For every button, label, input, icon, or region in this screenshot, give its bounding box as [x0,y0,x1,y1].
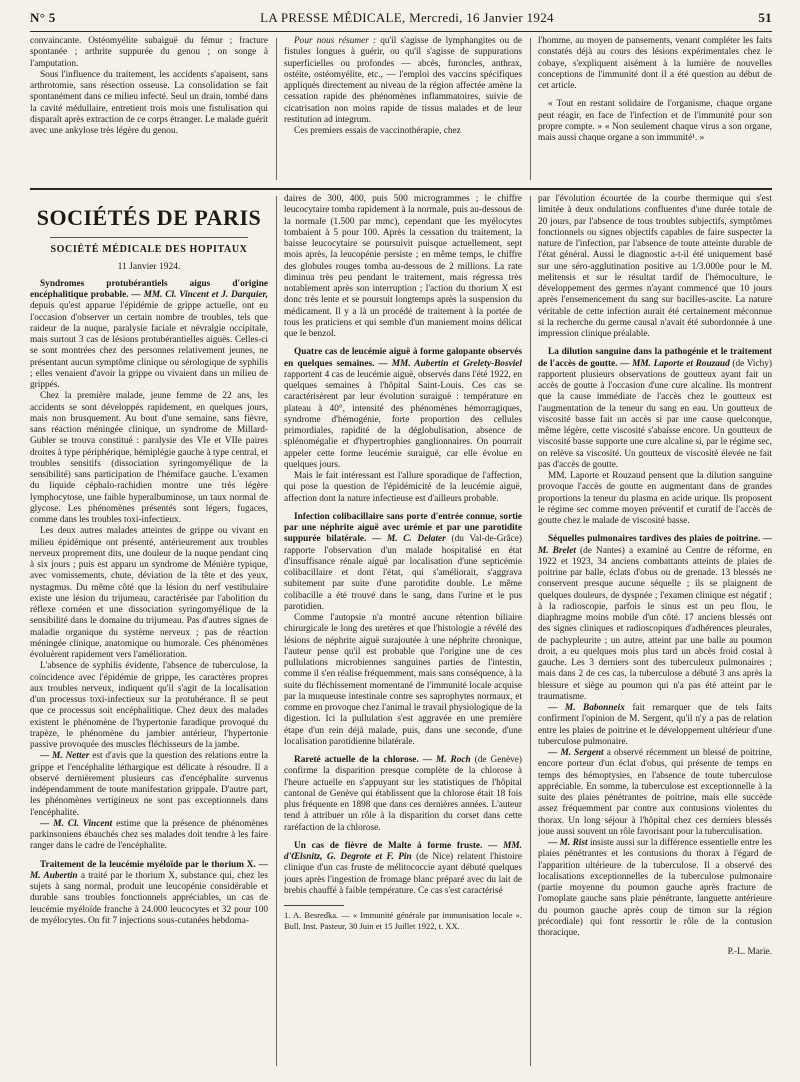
column-divider [276,38,277,180]
paragraph-text: (de Nantes) a examiné au Centre de réforme, en 1922 et 1923, 34 anciens combattants atteints de plaies de poitrine par balle, éclats d'obus ou de grenade. 13 blessés ne conservent presque aucune séquelle ; ils se plaignent de quelques douleurs, de dyspnée ; l'examen clinique est négatif ; à la radioscopie, parfois le sinus est un peu flou, le diaphragme moins mobile d'un côté. 17 anciens blessés ont des signes cliniques et radioscopiques d'adhérences pleurales, de pachypleurite ; un autre, atteint par une balle au poumon droit, a eu quelques mois plus tard un abcès froid costal à gauche. Les 3 derniers sont des tuberculeux pulmonaires ; mais dans 2 de ces cas, la tuberculose a débuté 3 ans après la blessure et siège au poumon qui n'a pas été atteint par le traumatisme. [538,545,772,702]
paragraph-text: fait remarquer que de tels faits confirment l'opinion de M. Sergent, qu'il n'y a pas de relation entre les plaies de poitrine et le développement ultérieur d'une tuberculose pulmonaire. [538,703,772,747]
article-paragraph [538,347,772,471]
article-authors: — MM. Laporte et Rouzaud [617,358,730,369]
session-date: 11 Janvier 1924. [117,261,181,272]
middle-column [284,194,522,1072]
paragraph: l'homme, au moyen de pansements, venant compléter les faits constatés déjà au cours des lésions expérimentales chez le cobaye, s'expliquent aisément à la lumière de nouvelles conceptions de l'immunité dont il a été question au début de cet article. [538,36,772,91]
right-column [538,194,772,1072]
paragraph: convaincante. Ostéomyélite subaiguë du fémur ; fracture spontanée ; arthrite suppurée du genou ; on songe à l'amputation. [30,36,268,69]
column-divider [530,196,531,1066]
discussant: — M. Cl. Vincent [40,818,113,829]
paragraph: daires de 300, 400, puis 500 microgrammes ; le chiffre leucocytaire tomba rapidement à la normale, puis au-dessous de la normale (1.500 par mmc), cependant que les myélocytes tombaient à 5 pour 100. Après la cessation du traitement, la baisse leucocytaire se poursuivit puisque actuellement, sept mois après, la leucopénie persiste ; en même temps, le chiffre des globules rouges tomba au-dessous de 2 millions. La rate diminua très peu pendant le traitement, mais régressa très notablement après son interruption ; l'action du thorium X est donc très lente et se poursuit longtemps après la suspension du médicament. Il y a là un procédé de traitement à la portée de tous les praticiens et qui semble d'un maniement moins délicat que le benzol. [284,194,522,339]
paragraph: « Tout en restant solidaire de l'organisme, chaque organe peut réagir, en face de l'infection et de l'immunité pour son propre compte. » « Non seulement chaque virus a son organe, mais aussi chaque organe a son immunité¹. » [538,99,772,143]
paragraph-text: estime que la présence de phénomènes parkinsoniens ébauchés chez ses malades doit tendre à les faire ranger dans le cadre de l'encéphalite. [30,818,268,852]
paragraph-text: (de Nice) relatent l'histoire clinique d'un cas fruste de mélitococcie ayant débuté quelques jours après l'ingestion de fromage blanc préparé avec du lait de brebis chauffé à faible température. Ce cas s'est caractérisé [284,852,522,896]
discussion-paragraph [30,819,268,853]
header-rule [30,31,772,32]
column-divider [276,196,277,1066]
paragraph: Ces premiers essais de vaccinothérapie, chez [294,126,461,136]
section-title: SOCIÉTÉS DE PARIS [36,205,262,230]
top-column-2 [284,36,522,184]
article-authors: — MM. Aubertin et Grelety-Bosviel [374,358,522,369]
left-column [30,194,268,1072]
article-authors: — M. Roch [418,755,471,765]
paragraph-text: (de Genève) confirme la disparition presque complète de la chlorose à l'heure actuelle en s'appuyant sur les statistiques de l'hôpital cantonal de Genève qui établissent que la chlorose était 18 fois plus fréquente en 1898 que dans ces dernières années. L'auteur tend à attribuer un rôle à la disparition du corset dans cette raréfaction de la chlorose. [284,755,522,833]
article-paragraph [284,841,522,897]
article-authors: — M. Brelet [538,534,772,556]
paragraph: par l'évolution écourtée de la courbe thermique qui s'est limitée à deux ondulations confluentes d'une durée totale de 20 jours, par l'absence de tous troubles subjectifs, symptômes fonctionnels ou signes objectifs capables de faire suspecter la nature de l'infection, par l'absence de toute atteinte durable de l'état général. Aussi le diagnostic a-t-il été uniquement basé sur une séro-agglutination positive au 1/3.000e pour le M. melitensis et sur le résultat tardif de l'hémoculture, le développement des germes n'ayant commencé que 10 jours après l'ensemencement du sang sur bacilles-ascite. La nature véritable de cette infection aurait été certainement méconnue si la recherche du germe causal n'avait été subordonnée à une impression clinique préalable. [538,194,772,339]
paragraph-text: a observé récemment un blessé de poitrine, encore porteur d'un éclat d'obus, qui présente de temps en temps des hémoptysies, en l'absence de toute tuberculose appréciable. En somme, la tuberculose est exceptionnelle à la suite des plaies pénétrantes de poitrine, mais elle succède assez fréquemment par contre aux contusions violentes du thorax. Un long séjour à l'hôpital chez ces derniers blessés joue aussi souvent un rôle favorisant pour la tuberculisation. [538,748,772,837]
article-paragraph [30,860,268,928]
paragraph-text: insiste aussi sur la différence essentielle entre les plaies pénétrantes et les contusions du thorax à l'égard de l'apparition ultérieure de la tuberculose. Il a observé des localisations exceptionnelles de la tuberculose pulmonaire (partie moyenne du poumon gauche après fracture de l'omoplate gauche sans plaie pénétrante, languette antérieure du poumon gauche après coup de timon sur la région précordiale) qui font ressortir le rôle de la contusion thoracique. [538,838,772,938]
article-paragraph [284,347,522,471]
discussion-paragraph [538,838,772,939]
article-paragraph [284,512,522,613]
paragraph-text: rapportent 4 cas de leucémie aiguë, observés dans l'été 1922, en quelques semaines à l'hôpital Saint-Louis. Ces cas se caractérisèrent par leur évolution suraiguë : température en plateau à 40°, intensité des phénomènes hémorragiques, syndrome d'hémogénie, forte proportion des cellules primordiales, rapidité de la déglobulisation, absence de splénomégalie et d'hypertrophies ganglionnaires. On pourrait appeler cette forme leucémie suraiguë, car elle évolue en quelques jours. [284,369,522,470]
article-title: Traitement de la leucémie myéloïde par le thorium X. [40,859,256,870]
article-authors: — M. C. Delater [366,534,446,545]
article-title: Syndromes protubérantiels aigus d'origine encéphalitique probable. [30,278,268,300]
society-title: SOCIÉTÉ MÉDICALE DES HOPITAUX [50,244,248,256]
paragraph: Comme l'autopsie n'a montré aucune rétention biliaire chirurgicale le long des uretères et que l'histologie a révélé des lésions de néphrite aiguë surajoutée à une néphrite chronique, l'auteur pense qu'il est probable que l'origine une de ces pullulations microbiennes sanguines parties de l'intestin, comme il s'en réalise fréquemment, mais sans conséquence, à la suite du fléchissement momentané de l'immunité locale acquise par la muqueuse intestinale contre ses saprophytes normaux, et comme en provoque chez l'animal le travail physiologique de la digestion. Ici la pullulation s'est aggravée en une première étape d'un rein déjà malade, puis, dans une seconde, d'une localisation parotidienne bilatérale. [284,613,522,747]
title-rule [50,237,248,238]
article-paragraph [30,279,268,392]
paragraph-text: est d'avis que la question des relations entre la grippe et l'encéphalite léthargique est délicate à résoudre. Il a observé dernièrement plusieurs cas d'encéphalite survenus indépendamment de toute manifestation grippale. D'autre part, les phénomènes vertigineux ne sont pas exceptionnels dans l'encéphalite. [30,751,268,818]
section-rule [30,188,772,190]
article-title: Séquelles pulmonaires tardives des plaies de poitrine. [548,534,761,545]
paragraph: Les deux autres malades atteintes de grippe ou vivant en milieu épidémique ont présenté, antérieurement aux troubles nerveux proprement dits, une douleur de la nuque pendant cinq à six jours ; puis est apparu un syndrome de Ménière typique, avec vomissements, chute, déviation de la tête et des yeux, nystagmus. Du même côté que la lésion du nerf vestibulaire existe une lésion du trijumeau, caractérisée par l'abolition du réflexe cornéen et une dissociation syringomyélique de la sensibilité dans le domaine du trijumeau. Pas d'autres signes de maladie organique du système nerveux ; pas de réaction méningée clinique, anatomique ou humorale. Ces phénomènes évoluèrent rapidement vers l'amélioration. [30,526,268,660]
top-column-3 [538,36,772,184]
article-paragraph [538,534,772,703]
paragraph-text: qu'il s'agisse de lymphangites ou de fistules longues à guérir, ou qu'il s'agisse de suppurations superficielles ou profondes — abcès, furoncles, anthrax, ostéite, ostéomyélite, etc., — l'emploi des vaccins spécifiques appliqués directement au niveau de la région affectée amène la cessation rapide des phénomènes inflammatoires, suivie de cicatrisation non moins rapide de tissus malades et de leur restitution ad integrum. [284,36,522,125]
issue-number: N° 5 [30,10,56,25]
page-number: 51 [758,10,772,25]
discussant: — M. Rist [548,838,588,848]
article-authors: — MM. Cl. Vincent et J. Darquier, [128,290,268,300]
footnote-rule [284,905,344,906]
paragraph: Mais le fait intéressant est l'allure sporadique de l'affection, qui pose la question de l'épidémicité de la leucémie aiguë, affection dont la nature infectieuse est d'ailleurs probable. [284,471,522,504]
discussion-paragraph [538,703,772,748]
article-title: Infection colibacillaire sans porte d'entrée connue, sortie par une néphrite aiguë avec urémie et par une parotidite suppurée bilatérale. [284,511,522,545]
paragraph-text: (du Val-de-Grâce) rapporte l'observation d'un malade hospitalisé en état d'insuffisance rénale aiguë par localisation d'une septicémie colibacillaire et dont l'état, qui s'améliorait, s'aggrava subitement par suite d'une parotidite double. Le même colibacille a été trouvé dans le sang, dans l'urine et le pus parotidien. [284,534,522,612]
footnote: 1. A. Besredka. — « Immunité générale par immunisation locale ». Bull. Inst. Pasteur, 30 Juin et 15 Juillet 1922, t. XX. [284,910,522,931]
article-authors: — M. Aubertin [30,859,268,881]
paragraph: MM. Laporte et Rouzaud pensent que la dilution sanguine provoque l'accès de goutte en augmentant dans de grandes proportions la teneur du plasma en acide urique. Ils proposent le régime sec comme moyen préventif et curatif de l'accès de goutte chez le malade de viscosité basse. [538,471,772,526]
article-title: Rareté actuelle de la chlorose. [294,755,419,765]
paragraph: Sous l'influence du traitement, les accidents s'apaisent, sans arthrotomie, sans résection osseuse. La consolidation se fait spontanément dans ce milieu infecté. Seul un drain, tombé dans la cavité médullaire, entretient trois mois une fistulisation qui disparaît après extraction de ce corps étranger. Le malade guérit avec une ankylose très légère du genou. [30,69,268,136]
top-column-1 [30,36,268,184]
discussant: — M. Babonneix [548,703,625,713]
discussant: — M. Netter [40,751,90,762]
paragraph [284,36,522,126]
paragraph-text: depuis qu'est apparue l'épidémie de grippe actuelle, ont eu l'occasion d'observer un certain nombre de troubles, tels que raideur de la nuque, paralysie faciale et névralgie occipitale, mais surtout 3 cas de lésions protubérantielles aiguës. Celles-ci se sont montrées chez des personnes relativement jeunes, ne présentant aucun symptôme clinique ou sérologique de syphilis ; elles venaient d'avoir la grippe ou vivaient dans un milieu de grippés. [30,301,268,390]
article-authors: — MM. d'Œlsnitz, G. Degrote et F. Pin [284,840,522,862]
article-title: La dilution sanguine dans la pathogénie et le traitement de l'accès de goutte. [538,347,772,369]
journal-title: LA PRESSE MÉDICALE, Mercredi, 16 Janvier 1924 [260,10,554,25]
column-divider [530,38,531,180]
article-title: Quatre cas de leucémie aiguë à forme galopante observés en quelques semaines. [284,347,522,369]
signature: P.-L. Marie. [727,947,772,958]
paragraph-text: (de Vichy) rapportent plusieurs observations de goutteux ayant fait un accès de goutte à l'occasion d'une cure alcaline. Ils montrent que la cause immédiate de l'accès chez le goutteux est l'augmentation de la teneur du sang en eau. Un goutteux de viscosité basse fait un accès si par une cause quelconque, même légère, cette viscosité s'abaisse encore. Un goutteux de viscosité basse supporte une cure alcaline si, par le régime sec, on relève sa viscosité. Un goutteux de viscosité élevée ne fait pas d'accès de goutte. [538,358,772,470]
article-paragraph [284,755,522,834]
lead-text: Pour nous résumer : [294,36,377,46]
discussant: — M. Sergent [548,748,604,758]
page-header [30,10,772,28]
discussion-paragraph [538,748,772,838]
article-title: Un cas de fièvre de Malte à forme fruste. [294,840,483,851]
paragraph: Chez la première malade, jeune femme de 22 ans, les accidents se sont développés rapidement, en quelques jours, mais non brusquement. Au bout d'une semaine, sans fièvre, sans réaction méningée clinique, un syndrome de Millard-Gubler se trouva constitué : paralysie des VIe et VIIe paires droites à type périphérique, hémiplégie gauche à type central, et troubles sensitifs (dissociation syringomyélique de la sensibilité) sans participation de l'hémiface gauche. L'examen du liquide céphalo-rachidien montre une très légère lymphocytose, une faible hyperalbuminose, un taux normal de glycose. Les phénomènes présentés sont légers, fugaces, comme dans les troubles toxi-infectieux. [30,391,268,525]
paragraph: L'absence de syphilis évidente, l'absence de tuberculose, la coïncidence avec l'épidémie de grippe, les caractères propres aux troubles nerveux, indiquent qu'il s'agit de la localisation d'un processus toxi-infectieux sur la protubérance. Il se peut que ce processus soit encéphalitique. Chez deux des malades existent le phénomène de l'hypertonie faradique provoqué du trapèze, le phénomène du jambier antérieur, l'hypertonie passive provoquée des muscles fléchisseurs de la jambe. [30,661,268,750]
paragraph-text: a traité par le thorium X, substance qui, chez les sujets à sang normal, produit une leucopénie considérable et durable sans troubles fonctionnels appréciables, un cas de leucémie myéloïde franche à 24.000 leucocytes et 32 pour 100 de myélocytes. On fit 7 injections sous-cutanées hebdoma- [30,870,268,926]
discussion-paragraph [30,751,268,819]
